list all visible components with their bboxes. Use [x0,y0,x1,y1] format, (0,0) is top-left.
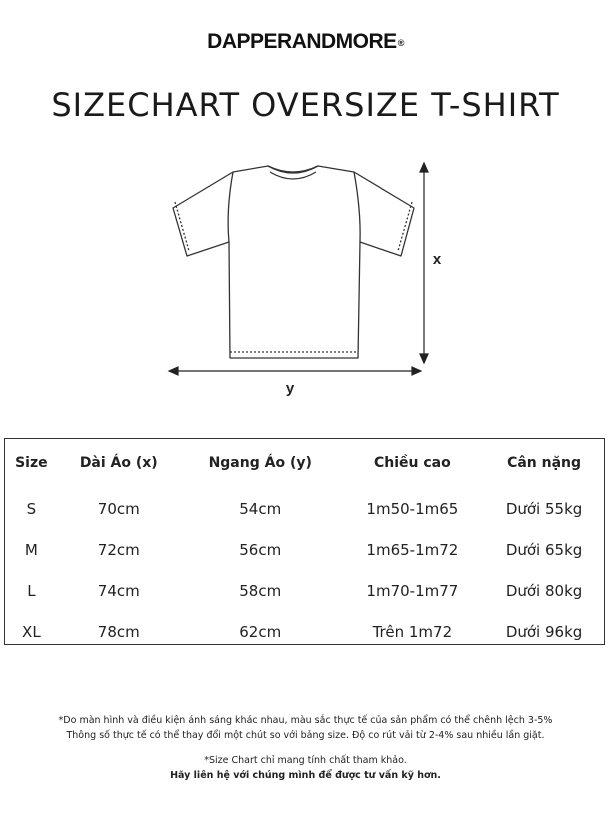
cell-weight: Dưới 65kg [505,540,583,559]
cell-width: 56cm [239,540,282,559]
cell-length: 74cm [97,581,140,600]
tshirt-sleeve-seam-right [354,172,360,242]
cell-weight: Dưới 80kg [505,581,583,600]
tshirt-diagram [0,150,611,400]
table-row [5,611,604,652]
cell-length: 70cm [97,499,140,518]
y-label: y [285,380,295,397]
brand-name: DAPPERANDMORE [207,30,397,53]
cell-length: 72cm [97,540,140,559]
x-label: x [432,251,442,268]
note-contact: Hãy liên hệ với chúng mình để được tư vấn kỹ hơn. [170,770,441,781]
note-shrinkage: Thông số thực tế có thể thay đổi một chút so với bảng size. Độ co rút vải từ 2-4% sau nhiều lần giặt. [66,730,545,741]
header-length: Dài Áo (x) [79,455,158,471]
tshirt-collar [268,166,318,179]
x-arrow [420,163,428,363]
tshirt-sleeve-seam-left [228,172,233,242]
y-arrow [169,367,421,375]
cell-width: 62cm [239,622,282,641]
note-reference-only: *Size Chart chỉ mang tính chất tham khảo. [204,755,407,766]
cell-size: L [27,581,36,600]
size-table [4,438,605,645]
cell-size: M [24,540,38,559]
note-color-disclaimer: *Do màn hình và điều kiện ánh sáng khác nhau, màu sắc thực tế của sản phẩm có thể chênh lệch 3-5% [58,715,553,726]
cell-size: S [26,499,37,518]
cell-width: 54cm [239,499,282,518]
cell-weight: Dưới 96kg [505,622,583,641]
cell-size: XL [22,622,41,641]
header-height: Chiều cao [374,455,451,471]
tshirt-outline [173,166,414,358]
header-size: Size [15,455,48,471]
cell-height: Trên 1m72 [372,622,453,641]
header-width: Ngang Áo (y) [208,455,312,471]
cell-weight: Dưới 55kg [505,499,583,518]
footnotes [0,713,611,783]
cell-length: 78cm [97,622,140,641]
header-weight: Cân nặng [507,455,582,471]
cell-width: 58cm [239,581,282,600]
brand-logo [0,30,611,54]
table-row [5,570,604,611]
cell-height: 1m70-1m77 [366,581,459,600]
registered-mark: ® [397,38,404,48]
tshirt-sleeve-hem-left [175,202,189,251]
page-title: SIZECHART OVERSIZE T-SHIRT [51,86,560,124]
table-row [5,488,604,529]
cell-height: 1m65-1m72 [366,540,459,559]
table-row [5,529,604,570]
table-header-row [5,439,604,488]
cell-height: 1m50-1m65 [366,499,459,518]
